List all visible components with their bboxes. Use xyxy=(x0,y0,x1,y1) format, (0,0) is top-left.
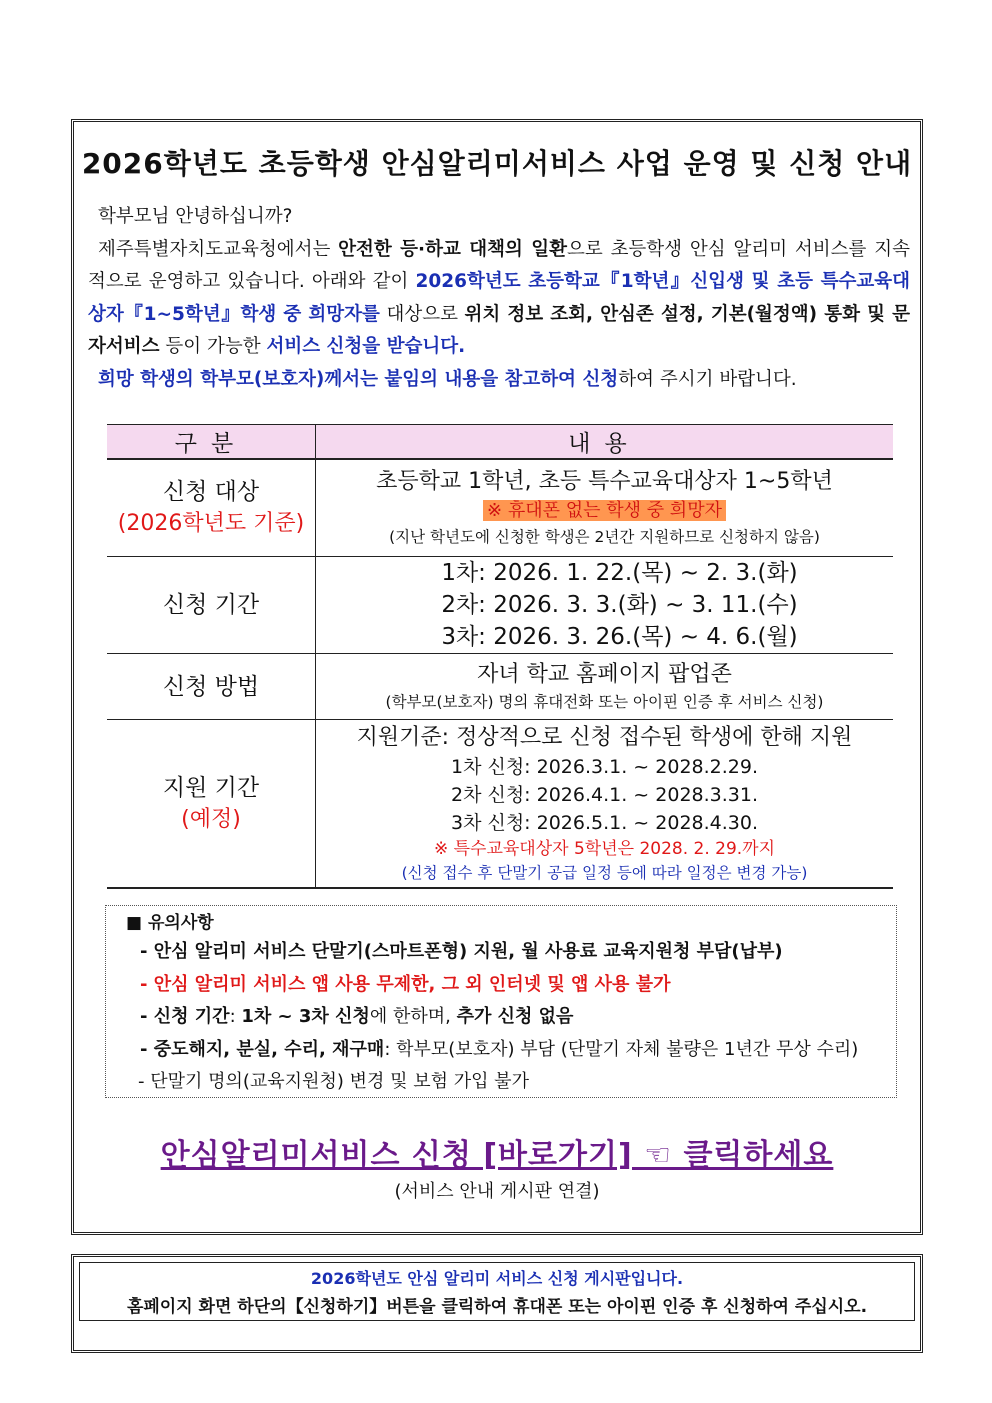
intro-text-e: 대상으로 xyxy=(379,303,465,325)
target-note: (지난 학년도에 신청한 학생은 2년간 지원하므로 신청하지 않음) xyxy=(389,528,820,546)
method-main: 자녀 학교 홈페이지 팝업존 xyxy=(477,661,732,687)
apply-link[interactable]: 안심알리미서비스 신청 [바로가기] ☜ 클릭하세요 xyxy=(160,1138,834,1173)
board-line-1: 2026학년도 안심 알리미 서비스 신청 게시판입니다. xyxy=(310,1269,684,1288)
board-line-2: 홈페이지 화면 하단의【신청하기】버튼을 클릭하여 휴대폰 또는 아이핀 인증 후 신청하여 주십시오. xyxy=(126,1297,868,1317)
target-highlight: ※ 휴대폰 없는 학생 중 희망자 xyxy=(483,500,726,521)
info-table xyxy=(107,424,893,889)
support-red-note: ※ 특수교육대상자 5학년은 2028. 2. 29.까지 xyxy=(433,838,776,859)
table-row xyxy=(107,557,893,654)
row-content xyxy=(316,459,894,557)
table-row xyxy=(107,459,893,557)
method-note: (학부모(보호자) 명의 휴대전화 또는 아이핀 인증 후 서비스 신청) xyxy=(385,692,824,711)
support-main: 지원기준: 정상적으로 신청 접수된 학생에 한해 지원 xyxy=(356,724,853,750)
greeting: 학부모님 안녕하십니까? xyxy=(98,206,293,227)
support-blue-note: (신청 접수 후 단말기 공급 일정 등에 따라 일정은 변경 가능) xyxy=(401,863,808,882)
notice-item xyxy=(126,1001,880,1034)
notice-item: - 안심 알리미 서비스 앱 사용 무제한, 그 외 인터넷 및 앱 사용 불가 xyxy=(140,973,671,995)
board-notice-inner xyxy=(79,1262,915,1321)
notice-text: 1차 ~ 3차 신청 xyxy=(241,1006,370,1027)
intro-text-d: 2026학년도 초등학교『1학년』신입생 및 초등 특수교육대상자『1~5학년』학생 중 희망자를 xyxy=(88,271,910,325)
row-label xyxy=(107,720,316,889)
main-frame xyxy=(71,119,923,1235)
period-2: 2차: 2026. 3. 3.(화) ~ 3. 11.(수) xyxy=(441,592,798,618)
notice-box xyxy=(105,905,897,1098)
page-title: 2026학년도 초등학생 안심알리미서비스 사업 운영 및 신청 안내 xyxy=(81,147,913,180)
intro-text xyxy=(88,201,910,396)
notice-text: 추가 신청 없음 xyxy=(456,1006,574,1027)
intro-text-g: 등이 가능한 xyxy=(159,336,267,357)
table-row xyxy=(107,654,893,720)
intro-paragraph-2 xyxy=(88,364,910,397)
row-content xyxy=(316,720,894,889)
row-label xyxy=(107,459,316,557)
notice-text: : 학부모(보호자) 부담 (단말기 자체 불량은 1년간 무상 수리) xyxy=(384,1038,859,1060)
apply-link-caption: (서비스 안내 게시판 연결) xyxy=(394,1181,600,1202)
period-1: 1차: 2026. 1. 22.(목) ~ 2. 3.(화) xyxy=(441,560,798,586)
intro-text-a: 제주특별자치도교육청에서는 xyxy=(98,238,339,260)
support-period-2: 2차 신청: 2026.4.1. ~ 2028.3.31. xyxy=(450,783,759,806)
intro-text-h: 서비스 신청을 받습니다. xyxy=(266,336,466,357)
row-content xyxy=(316,557,894,654)
intro-text-c: 으로 초등학생 안심 알리미 서비스를 지속적으로 운영하고 있습니다. 아래와 같이 xyxy=(88,238,910,292)
intro-paragraph xyxy=(88,234,910,364)
intro-text-f: 위치 정보 조회, 안심존 설정, 기본(월정액) 통화 및 문자서비스 xyxy=(88,303,910,357)
notice-text: - 신청 기간 xyxy=(140,1006,230,1027)
target-main: 초등학교 1학년, 초등 특수교육대상자 1~5학년 xyxy=(376,469,833,494)
header-content: 내용 xyxy=(316,425,894,460)
notice-item: - 단말기 명의(교육지원청) 변경 및 보험 가입 불가 xyxy=(138,1071,529,1092)
table-row xyxy=(107,720,893,889)
support-label-sub: (예정) xyxy=(181,806,241,832)
support-label: 지원 기간 xyxy=(162,774,260,801)
row-label: 신청 방법 xyxy=(107,654,316,720)
intro-text-i: 희망 학생의 학부모(보호자)께서는 붙임의 내용을 참고하여 신청 xyxy=(98,368,619,390)
table-header-row xyxy=(107,425,893,460)
notice-text: - 중도해지, 분실, 수리, 재구매 xyxy=(140,1038,385,1060)
target-label: 신청 대상 xyxy=(162,479,260,505)
intro-text-j: 하여 주시기 바랍니다. xyxy=(618,368,797,390)
notice-item xyxy=(126,1034,880,1067)
intro-text-b: 안전한 등·하교 대책의 일환 xyxy=(338,238,567,260)
board-notice-box xyxy=(71,1254,923,1353)
period-3: 3차: 2026. 3. 26.(목) ~ 4. 6.(월) xyxy=(441,624,798,650)
notice-text: : xyxy=(229,1006,242,1027)
notice-title: ■ 유의사항 xyxy=(126,913,214,933)
support-period-1: 1차 신청: 2026.3.1. ~ 2028.2.29. xyxy=(450,755,759,778)
row-label: 신청 기간 xyxy=(107,557,316,654)
notice-text: 에 한하며, xyxy=(369,1006,457,1027)
notice-item: - 안심 알리미 서비스 단말기(스마트폰형) 지원, 월 사용료 교육지원청 부담(납부) xyxy=(140,941,783,962)
row-content xyxy=(316,654,894,720)
header-category: 구분 xyxy=(107,425,316,460)
support-period-3: 3차 신청: 2026.5.1. ~ 2028.4.30. xyxy=(450,811,759,834)
target-label-sub: (2026학년도 기준) xyxy=(117,511,305,536)
